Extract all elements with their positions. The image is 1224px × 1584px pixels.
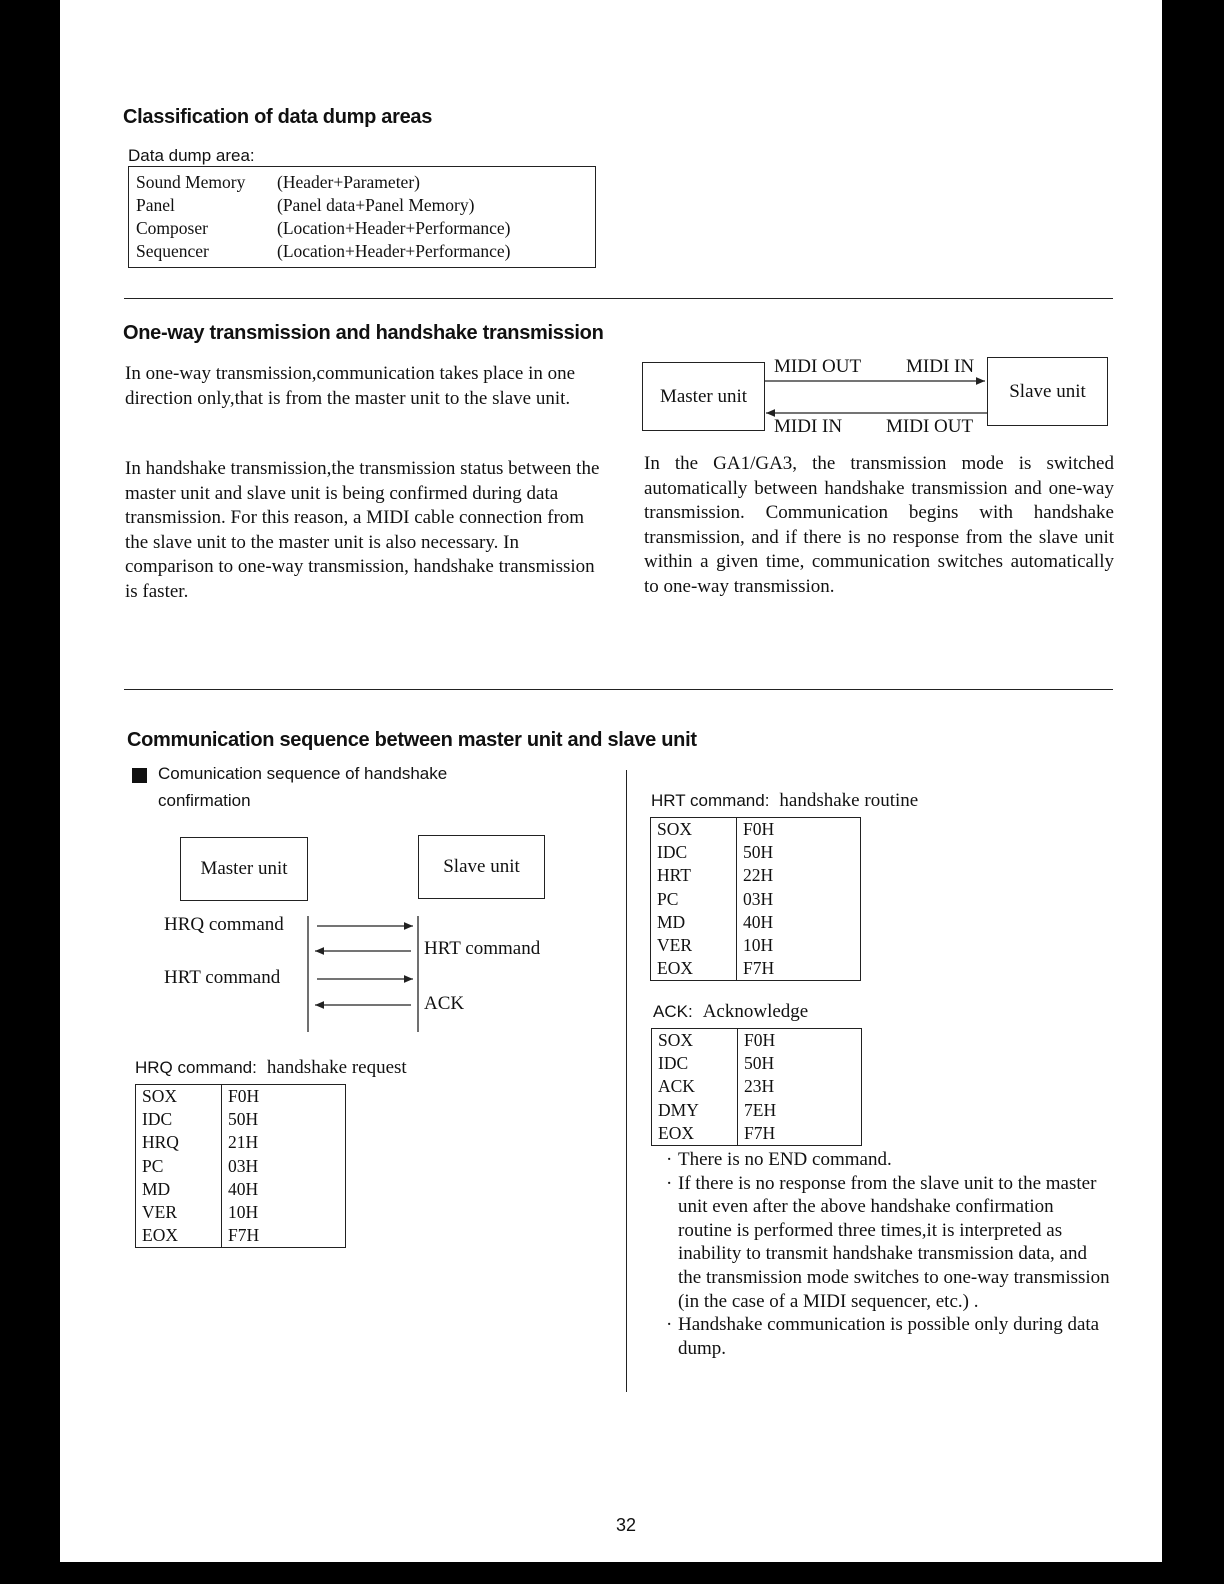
area-desc: (Panel data+Panel Memory) xyxy=(277,195,475,215)
field-value: F7H xyxy=(743,958,775,979)
midi-out-bottom-label: MIDI OUT xyxy=(886,416,974,437)
field-name: SOX xyxy=(651,818,737,842)
ga-mode-paragraph: In the GA1/GA3, the transmission mode is switched automatically between handshake transmission and one-way transmission. Communication begins with handshake transmission, and if there is no response from the slave unit within a given time, communication switches automatically to one-way transmission. xyxy=(644,453,1114,597)
area-name: Composer xyxy=(136,218,208,238)
table-row xyxy=(652,1099,862,1122)
seq-master-unit-label: Master unit xyxy=(200,858,288,879)
midi-connection-diagram xyxy=(642,354,1112,438)
page-number: 32 xyxy=(616,1515,637,1535)
column-divider xyxy=(626,770,627,1392)
field-value: F7H xyxy=(744,1122,776,1143)
field-value: 22H xyxy=(743,865,774,886)
table-row xyxy=(129,194,511,217)
handshake-subheading-line2: confirmation xyxy=(158,791,251,810)
data-dump-area-box xyxy=(128,166,596,268)
field-name: HRQ xyxy=(136,1131,222,1154)
table-row xyxy=(129,240,511,263)
field-name: IDC xyxy=(651,841,737,864)
table-row xyxy=(651,957,861,981)
master-unit-label: Master unit xyxy=(659,385,748,407)
handshake-sequence-diagram xyxy=(160,828,580,1038)
hrt-caption xyxy=(651,790,918,812)
field-name: VER xyxy=(651,934,737,957)
field-value: 23H xyxy=(744,1076,775,1097)
table-row xyxy=(136,1108,346,1131)
field-value: F0H xyxy=(743,819,775,840)
hrt-caption-label: HRT command: xyxy=(651,791,770,810)
field-name: PC xyxy=(651,888,737,911)
data-dump-area-table xyxy=(129,171,511,263)
table-row xyxy=(652,1075,862,1098)
midi-in-bottom-label: MIDI IN xyxy=(774,416,843,437)
ack-label: ACK xyxy=(424,993,465,1014)
data-dump-area-label: Data dump area: xyxy=(128,146,255,165)
area-name: Sequencer xyxy=(136,241,209,261)
document-page xyxy=(60,0,1162,1562)
hrt-caption-desc: handshake routine xyxy=(779,790,919,811)
slave-unit-box xyxy=(987,357,1108,426)
table-row xyxy=(136,1131,346,1154)
table-row xyxy=(651,841,861,864)
section-divider xyxy=(124,689,1113,690)
field-name: PC xyxy=(136,1155,222,1178)
field-value: 40H xyxy=(743,911,774,932)
table-row xyxy=(129,217,511,240)
field-value: 03H xyxy=(228,1155,259,1176)
ack-caption-label: ACK: xyxy=(653,1002,693,1021)
area-desc: (Location+Header+Performance) xyxy=(277,218,511,238)
section-divider xyxy=(124,298,1113,299)
table-row xyxy=(129,171,511,194)
hrt-command-right-label: HRT command xyxy=(424,938,541,959)
field-value: 50H xyxy=(228,1109,259,1130)
field-value: 7EH xyxy=(744,1099,777,1120)
area-desc: (Header+Parameter) xyxy=(277,172,420,192)
ack-caption-desc: Acknowledge xyxy=(702,1001,809,1022)
ack-caption xyxy=(653,1001,808,1023)
sequence-heading: Communication sequence between master unit and slave unit xyxy=(127,729,697,751)
field-name: IDC xyxy=(136,1108,222,1131)
table-row xyxy=(651,888,861,911)
field-value: 10H xyxy=(743,935,774,956)
table-row xyxy=(136,1178,346,1201)
table-row xyxy=(651,934,861,957)
field-name: MD xyxy=(136,1178,222,1201)
midi-in-top-label: MIDI IN xyxy=(906,356,975,377)
list-item: · Handshake communication is possible only during data dump. xyxy=(648,1313,1110,1360)
table-row xyxy=(136,1155,346,1178)
handshake-paragraph: In handshake transmission,the transmission status between the master unit and slave unit is being confirmed during data transmission. For this reason, a MIDI cable connection from the slave unit to the master unit is also necessary. In comparison to one-way transmission, handshake transmission is faster. xyxy=(125,458,600,602)
table-row xyxy=(652,1029,862,1053)
list-item: · There is no END command. xyxy=(648,1148,1110,1172)
notes-list xyxy=(648,1148,1110,1360)
table-row xyxy=(652,1122,862,1146)
field-value: F0H xyxy=(228,1086,260,1107)
field-name: EOX xyxy=(651,957,737,981)
field-value: F7H xyxy=(228,1225,260,1246)
one-way-paragraph: In one-way transmission,communication takes place in one direction only,that is from the master unit to the slave unit. xyxy=(125,363,576,409)
hrq-command-label: HRQ command xyxy=(164,914,284,935)
field-value: 10H xyxy=(228,1202,259,1223)
field-value: 21H xyxy=(228,1132,259,1153)
hrq-table xyxy=(135,1084,346,1248)
handshake-subheading-line1: Comunication sequence of handshake xyxy=(158,764,448,783)
field-name: DMY xyxy=(652,1099,738,1122)
area-name: Panel xyxy=(136,195,175,215)
hrq-caption xyxy=(135,1057,407,1079)
field-name: SOX xyxy=(652,1029,738,1053)
table-row xyxy=(136,1085,346,1109)
field-name: EOX xyxy=(652,1122,738,1146)
field-value: 03H xyxy=(743,888,774,909)
field-value: F0H xyxy=(744,1030,776,1051)
field-name: IDC xyxy=(652,1052,738,1075)
hrt-table xyxy=(650,817,861,981)
field-value: 50H xyxy=(744,1053,775,1074)
list-item: · If there is no response from the slave unit to the master unit even after the above handshake confirmation routine is performed three times,it is interpreted as inability to transmit handshake transmission data, and the transmission mode switches to one-way transmission (in the case of a MIDI sequencer, etc.) . xyxy=(648,1172,1110,1314)
table-row xyxy=(651,864,861,887)
table-row xyxy=(136,1201,346,1224)
field-name: HRT xyxy=(651,864,737,887)
area-desc: (Location+Header+Performance) xyxy=(277,241,511,261)
field-name: EOX xyxy=(136,1224,222,1248)
transmission-heading: One-way transmission and handshake transmission xyxy=(123,322,604,344)
field-value: 50H xyxy=(743,842,774,863)
table-row xyxy=(651,911,861,934)
table-row xyxy=(651,818,861,842)
field-name: ACK xyxy=(652,1075,738,1098)
midi-out-top-label: MIDI OUT xyxy=(774,356,862,377)
classification-heading: Classification of data dump areas xyxy=(123,106,433,128)
seq-slave-unit-label: Slave unit xyxy=(443,856,520,877)
field-name: VER xyxy=(136,1201,222,1224)
bullet-square-icon xyxy=(132,768,147,783)
hrt-command-left-label: HRT command xyxy=(164,967,281,988)
master-unit-box xyxy=(642,362,765,431)
area-name: Sound Memory xyxy=(136,172,246,192)
table-row xyxy=(136,1224,346,1248)
slave-unit-label: Slave unit xyxy=(1009,380,1086,402)
ack-table xyxy=(651,1028,862,1146)
seq-master-unit-box xyxy=(180,837,308,901)
field-name: SOX xyxy=(136,1085,222,1109)
field-name: MD xyxy=(651,911,737,934)
hrq-caption-label: HRQ command: xyxy=(135,1058,257,1077)
seq-slave-unit-box xyxy=(418,835,545,899)
hrq-caption-desc: handshake request xyxy=(266,1057,407,1078)
table-row xyxy=(652,1052,862,1075)
field-value: 40H xyxy=(228,1178,259,1199)
